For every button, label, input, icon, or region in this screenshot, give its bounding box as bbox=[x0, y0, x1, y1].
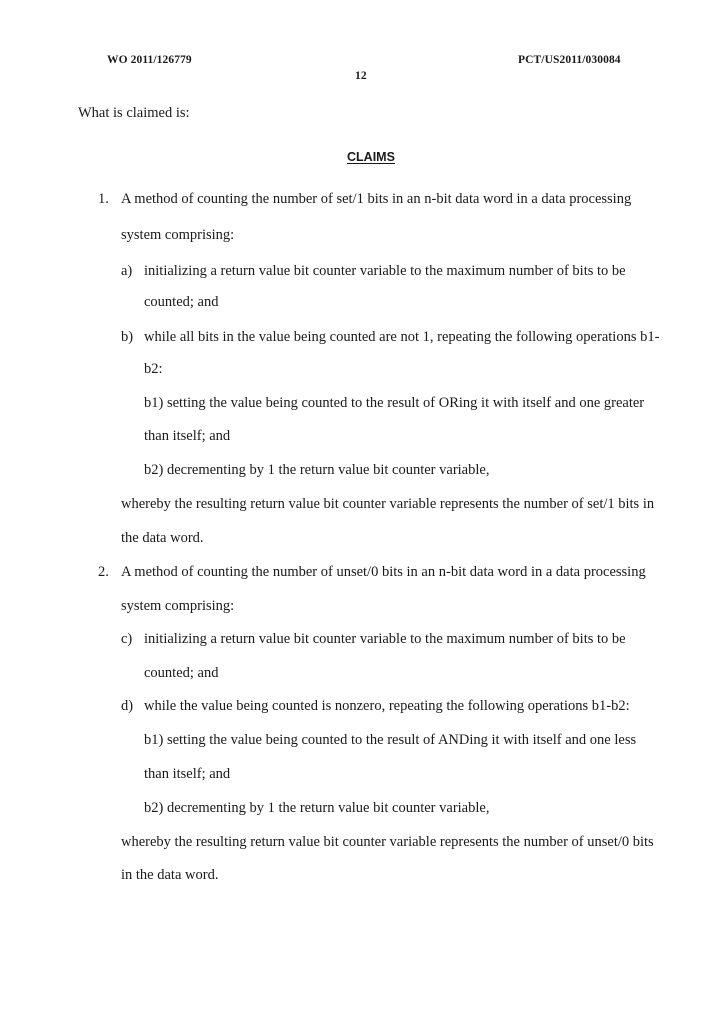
page-number: 12 bbox=[355, 70, 367, 82]
claim-2-conclusion-line-1: whereby the resulting return value bit counter variable represents the number of unset/0 bits bbox=[121, 834, 654, 850]
claim-2-conclusion-line-2: in the data word. bbox=[121, 867, 219, 883]
claim-1-substep-b1-line-1: b1) setting the value being counted to the result of ORing it with itself and one greater bbox=[144, 395, 645, 411]
claim-2-substep-b1-line-1: b1) setting the value being counted to the result of ANDing it with itself and one less bbox=[144, 732, 637, 748]
claims-intro: What is claimed is: bbox=[78, 105, 190, 121]
claim-1-conclusion-line-1: whereby the resulting return value bit counter variable represents the number of set/1 bits in bbox=[121, 496, 655, 512]
claim-2-number: 2. bbox=[98, 564, 109, 580]
claim-2-step-c-line-1: initializing a return value bit counter variable to the maximum number of bits to be bbox=[144, 631, 626, 647]
claim-1-step-b-line-1: while all bits in the value being counted are not 1, repeating the following operations b1- bbox=[144, 329, 660, 345]
claim-2-substep-b1-line-2: than itself; and bbox=[144, 766, 231, 782]
claim-1-step-b-label: b) bbox=[121, 329, 134, 345]
claim-1-step-a-label: a) bbox=[121, 263, 133, 279]
claim-1-substep-b2-line-1: b2) decrementing by 1 the return value bit counter variable, bbox=[144, 462, 490, 478]
claim-2-step-d-line-1: while the value being counted is nonzero, repeating the following operations b1-b2: bbox=[144, 698, 630, 714]
claim-1-line-2: system comprising: bbox=[121, 227, 235, 243]
claim-1-step-a-line-2: counted; and bbox=[144, 294, 219, 310]
application-number: PCT/US2011/030084 bbox=[518, 54, 621, 66]
claim-1-step-b-line-2: b2: bbox=[144, 361, 163, 377]
claim-2-substep-b2-line-1: b2) decrementing by 1 the return value bit counter variable, bbox=[144, 800, 490, 816]
claims-heading: CLAIMS bbox=[347, 150, 395, 164]
claim-2-line-1: A method of counting the number of unset/0 bits in an n-bit data word in a data processing bbox=[121, 564, 646, 580]
claim-1-step-a-line-1: initializing a return value bit counter variable to the maximum number of bits to be bbox=[144, 263, 626, 279]
claim-2-step-c-label: c) bbox=[121, 631, 133, 647]
claim-2-step-c-line-2: counted; and bbox=[144, 665, 219, 681]
claim-1-line-1: A method of counting the number of set/1 bits in an n-bit data word in a data processing bbox=[121, 191, 632, 207]
claim-1-conclusion-line-2: the data word. bbox=[121, 530, 204, 546]
claim-1-substep-b1-line-2: than itself; and bbox=[144, 428, 231, 444]
claim-1-number: 1. bbox=[98, 191, 109, 207]
claim-2-step-d-label: d) bbox=[121, 698, 134, 714]
claim-2-line-2: system comprising: bbox=[121, 598, 235, 614]
publication-number: WO 2011/126779 bbox=[107, 54, 192, 66]
